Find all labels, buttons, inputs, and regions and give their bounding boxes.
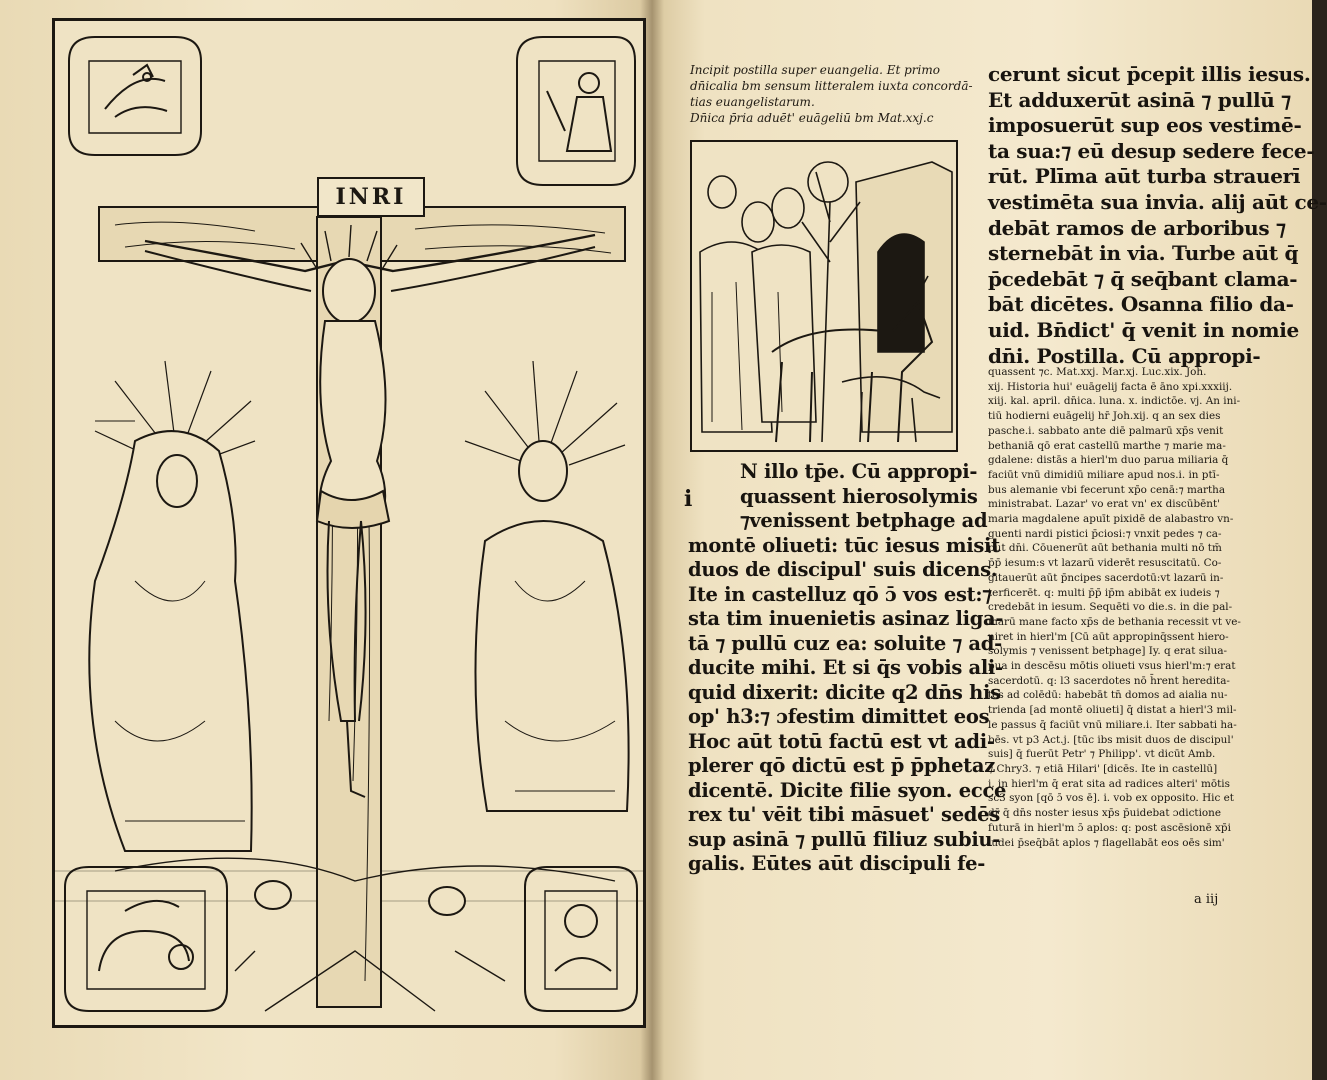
text-line: rūt. Plīma aūt turba strauerī: [988, 164, 1301, 189]
text-line: ducite mihi. Et si q̄s vobis ali-: [688, 656, 1003, 679]
commentary-line: suis] q̄ fuerūt Petr' ⁊ Philipp'. vt dicūt Amb.: [988, 748, 1216, 761]
commentary-line: gitauerūt aūt p̄ncipes sacerdotū:vt lazarū in-: [988, 571, 1224, 584]
commentary-line: gdalene: distās a hierl'm duo parua miliaria q̄: [988, 454, 1229, 467]
text-line: vestimēta sua invia. alij aūt ce-: [988, 189, 1327, 214]
text-line: galis. Eūtes aūt discipuli fe-: [688, 852, 986, 875]
commentary-line: guenti nardi pistici p̄ciosi:⁊ vnxit pedes ⁊ ca-: [988, 527, 1222, 540]
lion-emblem: [525, 867, 637, 1011]
text-line: dn̄i. Postilla. Cū appropi-: [988, 343, 1261, 368]
commentary-line: maria magdalene apuīt pixidē de alabastro vn-: [988, 513, 1234, 526]
text-line: quassent hierosolymis: [740, 484, 978, 508]
commentary-line: bus alemanie vbi fecerunt xp̄o cenā:⁊ martha: [988, 483, 1226, 496]
text-line: Et adduxerūt asinā ⁊ pullū ⁊: [988, 87, 1291, 112]
incipit-line: Incipit postilla super euangelia. Et primo: [690, 63, 940, 77]
left-text-column: [688, 460, 1007, 877]
text-line: dicentē. Dicite filie syon. ecce: [688, 778, 1007, 802]
incipit-line: dn̄icalia bm sensum litteralem iuxta concordā-: [690, 79, 973, 93]
text-line: imposuerūt sup eos vestimē-: [988, 113, 1302, 138]
text-line: montē oliueti: tūc iesus misit: [688, 533, 1000, 557]
commentary-line: faciūt vnū dimidiū miliare apud nos.i. in ptī-: [988, 468, 1220, 481]
incipit-heading: [690, 62, 978, 126]
inri-tablet: INRI: [317, 177, 425, 217]
text-line: uid. Bn̄dict' q̄ venit in nomie: [988, 317, 1299, 342]
commentary-line: quassent ⁊c. Mat.xxj. Mar.xj. Luc.xix. Joh.: [988, 366, 1207, 378]
commentary-line: terficerēt. q: multi p̄p̄ ip̄m abibāt ex iudeis ⁊: [988, 586, 1220, 599]
text-line: sta tim inuenietis asinaz liga-: [688, 607, 1004, 630]
text-line: sup asinā ⁊ pullū filiuz subiu-: [688, 827, 1001, 851]
text-line: rex tu' vēit tibi māsuet' sedēs: [688, 803, 1000, 826]
text-line: quid dixerit: dicite q2 dn̄s his: [688, 680, 1001, 704]
text-line: tā ⁊ pullū cuz ea: soluite ⁊ ad-: [688, 631, 1002, 655]
commentary-line: put dn̄i. Cōuenerūt aūt bethania multi nō tm̄: [988, 542, 1222, 555]
commentary-line: niret in hierl'm [Cū aūt appropinq̄ssent hiero-: [988, 630, 1229, 643]
text-line: sternebāt in via. Turbe aūt q̄: [988, 241, 1299, 266]
text-line: Hoc aūt totū factū est vt adi-: [688, 729, 995, 753]
commentary-line: marū mane facto xp̄s de bethania recessit vt ve-: [988, 615, 1241, 628]
ox-emblem: [65, 867, 227, 1011]
text-line: ⁊venissent betphage ad: [740, 509, 988, 532]
commentary-line: credebāt in iesum. Sequēti vo die.s. in die pal-: [988, 601, 1233, 614]
commentary-line: pasche.i. sabbato ante diē palmarū xp̄s venit: [988, 424, 1224, 437]
commentary-line: tes ad colēdū: habebāt tn̄ domos ad aialia nu-: [988, 689, 1228, 702]
apostles-figures: [700, 176, 816, 432]
commentary-line: tiū hodierni euāgelij hr̄ Joh.xij. q an sex dies: [988, 410, 1221, 423]
commentary-column: [988, 365, 1270, 850]
commentary-line: p̄p̄ iesum:s vt lazarū viderēt resuscitatū. Co-: [988, 557, 1222, 570]
crucifixion-woodcut: [52, 18, 646, 1028]
entry-jerusalem-woodcut: [690, 140, 958, 452]
commentary-line: trienda [ad montē oliueti] q̄ distat a hierl'3 mil-: [988, 704, 1237, 717]
eagle-emblem: [69, 37, 201, 155]
angel-emblem: [517, 37, 635, 185]
commentary-line: bēs. vt p3 Act.j. [tūc ibs misit duos de discipul': [988, 733, 1234, 746]
text-line: cerunt sicut p̄cepit illis iesus.: [988, 62, 1311, 86]
saint-john-figure: [465, 361, 629, 811]
commentary-line: sc3 syon [qō ɔ̄ vos ē]. i. vob ex opposito. Hic et: [988, 792, 1234, 805]
incipit-line: Dn̄ica p̄ria aduēt' euāgeliū bm Mat.xxj.c: [690, 111, 934, 125]
text-line: plerer qō dictū est p̄ p̄phetaz: [688, 754, 995, 777]
initial-letter: i: [684, 486, 693, 512]
text-line: Ite in castelluz qō ɔ̄ vos est:⁊: [688, 582, 992, 606]
text-line: op' h3:⁊ ɔfestim dimittet eos: [688, 705, 990, 728]
commentary-line: le passus q̄ faciūt vnū miliare.i. Iter sabbati ha-: [988, 718, 1237, 731]
commentary-line: futurā in hierl'm ɔ̄ aplos: q: post ascēsionē xp̄i: [988, 821, 1231, 834]
commentary-line: ⁊ Chry3. ⁊ etiā Hilari' [dicēs. Ite in castellū]: [988, 762, 1218, 775]
virgin-mary-figure: [89, 361, 255, 851]
commentary-line: solymis ⁊ venissent betphage] Iy. q erat silua-: [988, 645, 1228, 658]
incipit-line: tias euangelistarum.: [690, 95, 815, 109]
commentary-line: xiij. kal. april. dn̄ica. luna. x. indictōe. vj. An ini-: [988, 395, 1241, 408]
commentary-line: iudei p̄seq̄bāt aplos ⁊ flagellabāt eos oēs sim': [988, 836, 1225, 849]
commentary-line: sacerdotū. q: l3 sacerdotes nō h̄rent heredita-: [988, 674, 1230, 687]
commentary-line: dr̄ q̄ dn̄s noster iesus xp̄s p̄uidebat ɔdictione: [988, 807, 1222, 820]
commentary-line: bethaniā qō erat castellū marthe ⁊ marie ma-: [988, 439, 1226, 452]
commentary-line: pua in descēsu mōtis oliueti vsus hierl'm:⁊ erat: [988, 660, 1236, 673]
signature-mark: a iij: [1194, 892, 1219, 907]
commentary-line: i. in hierl'm q̄ erat sita ad radices alteri' mōtis: [988, 777, 1230, 790]
commentary-line: ministrabat. Lazar' vo erat vn' ex discūbēnt': [988, 498, 1220, 511]
text-line: p̄cedebāt ⁊ q̄ seq̄bant clama-: [988, 266, 1298, 291]
crucifixion-illustration: [55, 21, 643, 1025]
commentary-line: xij. Historia hui' euāgelij facta ē āno xpi.xxxiij.: [988, 380, 1233, 393]
right-text-column: [988, 62, 1327, 369]
entry-jerusalem-illustration: [692, 142, 956, 450]
text-line: N illo tp̄e. Cū appropi-: [740, 460, 978, 483]
text-line: ta sua:⁊ eū desup sedere fece-: [988, 138, 1315, 163]
text-line: bāt dicētes. Osanna filio da-: [988, 292, 1294, 317]
text-line: debāt ramos de arboribus ⁊: [988, 215, 1286, 240]
text-line: duos de discipul' suis dicens.: [688, 558, 998, 581]
